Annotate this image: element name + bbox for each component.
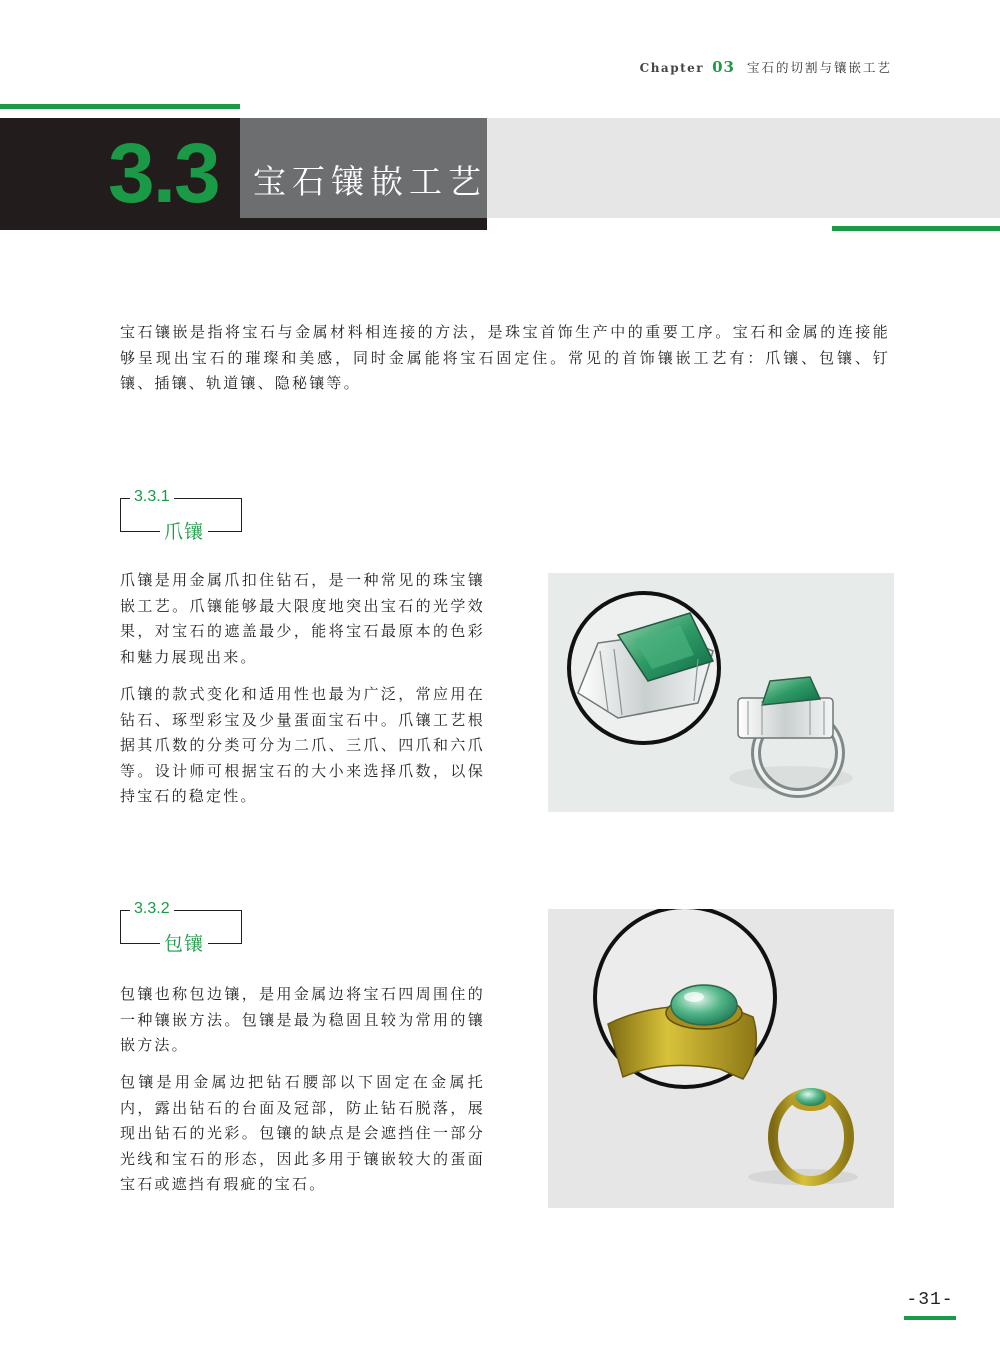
section-title: 宝石镶嵌工艺 <box>253 162 487 201</box>
page-number: -31- <box>906 1290 954 1310</box>
bezel-setting-illustration <box>548 909 894 1208</box>
accent-rule-right <box>832 226 1000 231</box>
subsection-title: 包镶 <box>160 932 208 956</box>
claw-ring-drawing <box>548 573 894 812</box>
chapter-title: 宝石的切割与镶嵌工艺 <box>746 60 892 75</box>
claw-paragraph-1: 爪镶是用金属爪扣住钻石，是一种常见的珠宝镶嵌工艺。爪镶能够最大限度地突出宝石的光学效果，对宝石的遮盖最少，能将宝石最原本的色彩和魅力展现出来。 <box>120 571 485 666</box>
accent-rule-top <box>0 104 240 109</box>
subsection-heading-claw <box>120 486 244 543</box>
chapter-number: 03 <box>712 58 735 76</box>
section-number: 3.3 <box>108 126 219 220</box>
claw-setting-illustration <box>548 573 894 812</box>
bezel-ring-drawing <box>548 909 894 1208</box>
subsection-number: 3.3.1 <box>130 486 174 508</box>
running-head <box>640 58 892 76</box>
subsection-number: 3.3.2 <box>130 898 174 920</box>
subsection-heading-bezel <box>120 898 244 955</box>
section-banner-light <box>487 118 1000 218</box>
bezel-paragraph-2: 包镶是用金属边把钻石腰部以下固定在金属托内，露出钻石的台面及冠部，防止钻石脱落，展现出钻石的光彩。包镶的缺点是会遮挡住一部分光线和宝石的形态，因此多用于镶嵌较大的蛋面宝石或遮挡有瑕疵的宝石。 <box>120 1073 485 1193</box>
subsection-title: 爪镶 <box>160 520 208 544</box>
intro-paragraph: 宝石镶嵌是指将宝石与金属材料相连接的方法，是珠宝首饰生产中的重要工序。宝石和金属的连接能够呈现出宝石的璀璨和美感，同时金属能将宝石固定住。常见的首饰镶嵌工艺有：爪镶、包镶、钉镶、插镶、轨道镶、隐秘镶等。 <box>120 323 890 392</box>
claw-paragraph-2: 爪镶的款式变化和适用性也最为广泛，常应用在钻石、琢型彩宝及少量蛋面宝石中。爪镶工艺根据其爪数的分类可分为二爪、三爪、四爪和六爪等。设计师可根据宝石的大小来选择爪数，以保持宝石的稳定性。 <box>120 685 485 805</box>
chapter-word: Chapter <box>639 61 705 75</box>
bezel-paragraph-1: 包镶也称包边镶，是用金属边将宝石四周围住的一种镶嵌方法。包镶是最为稳固且较为常用的镶嵌方法。 <box>120 985 485 1054</box>
page-number-rule <box>904 1316 956 1320</box>
